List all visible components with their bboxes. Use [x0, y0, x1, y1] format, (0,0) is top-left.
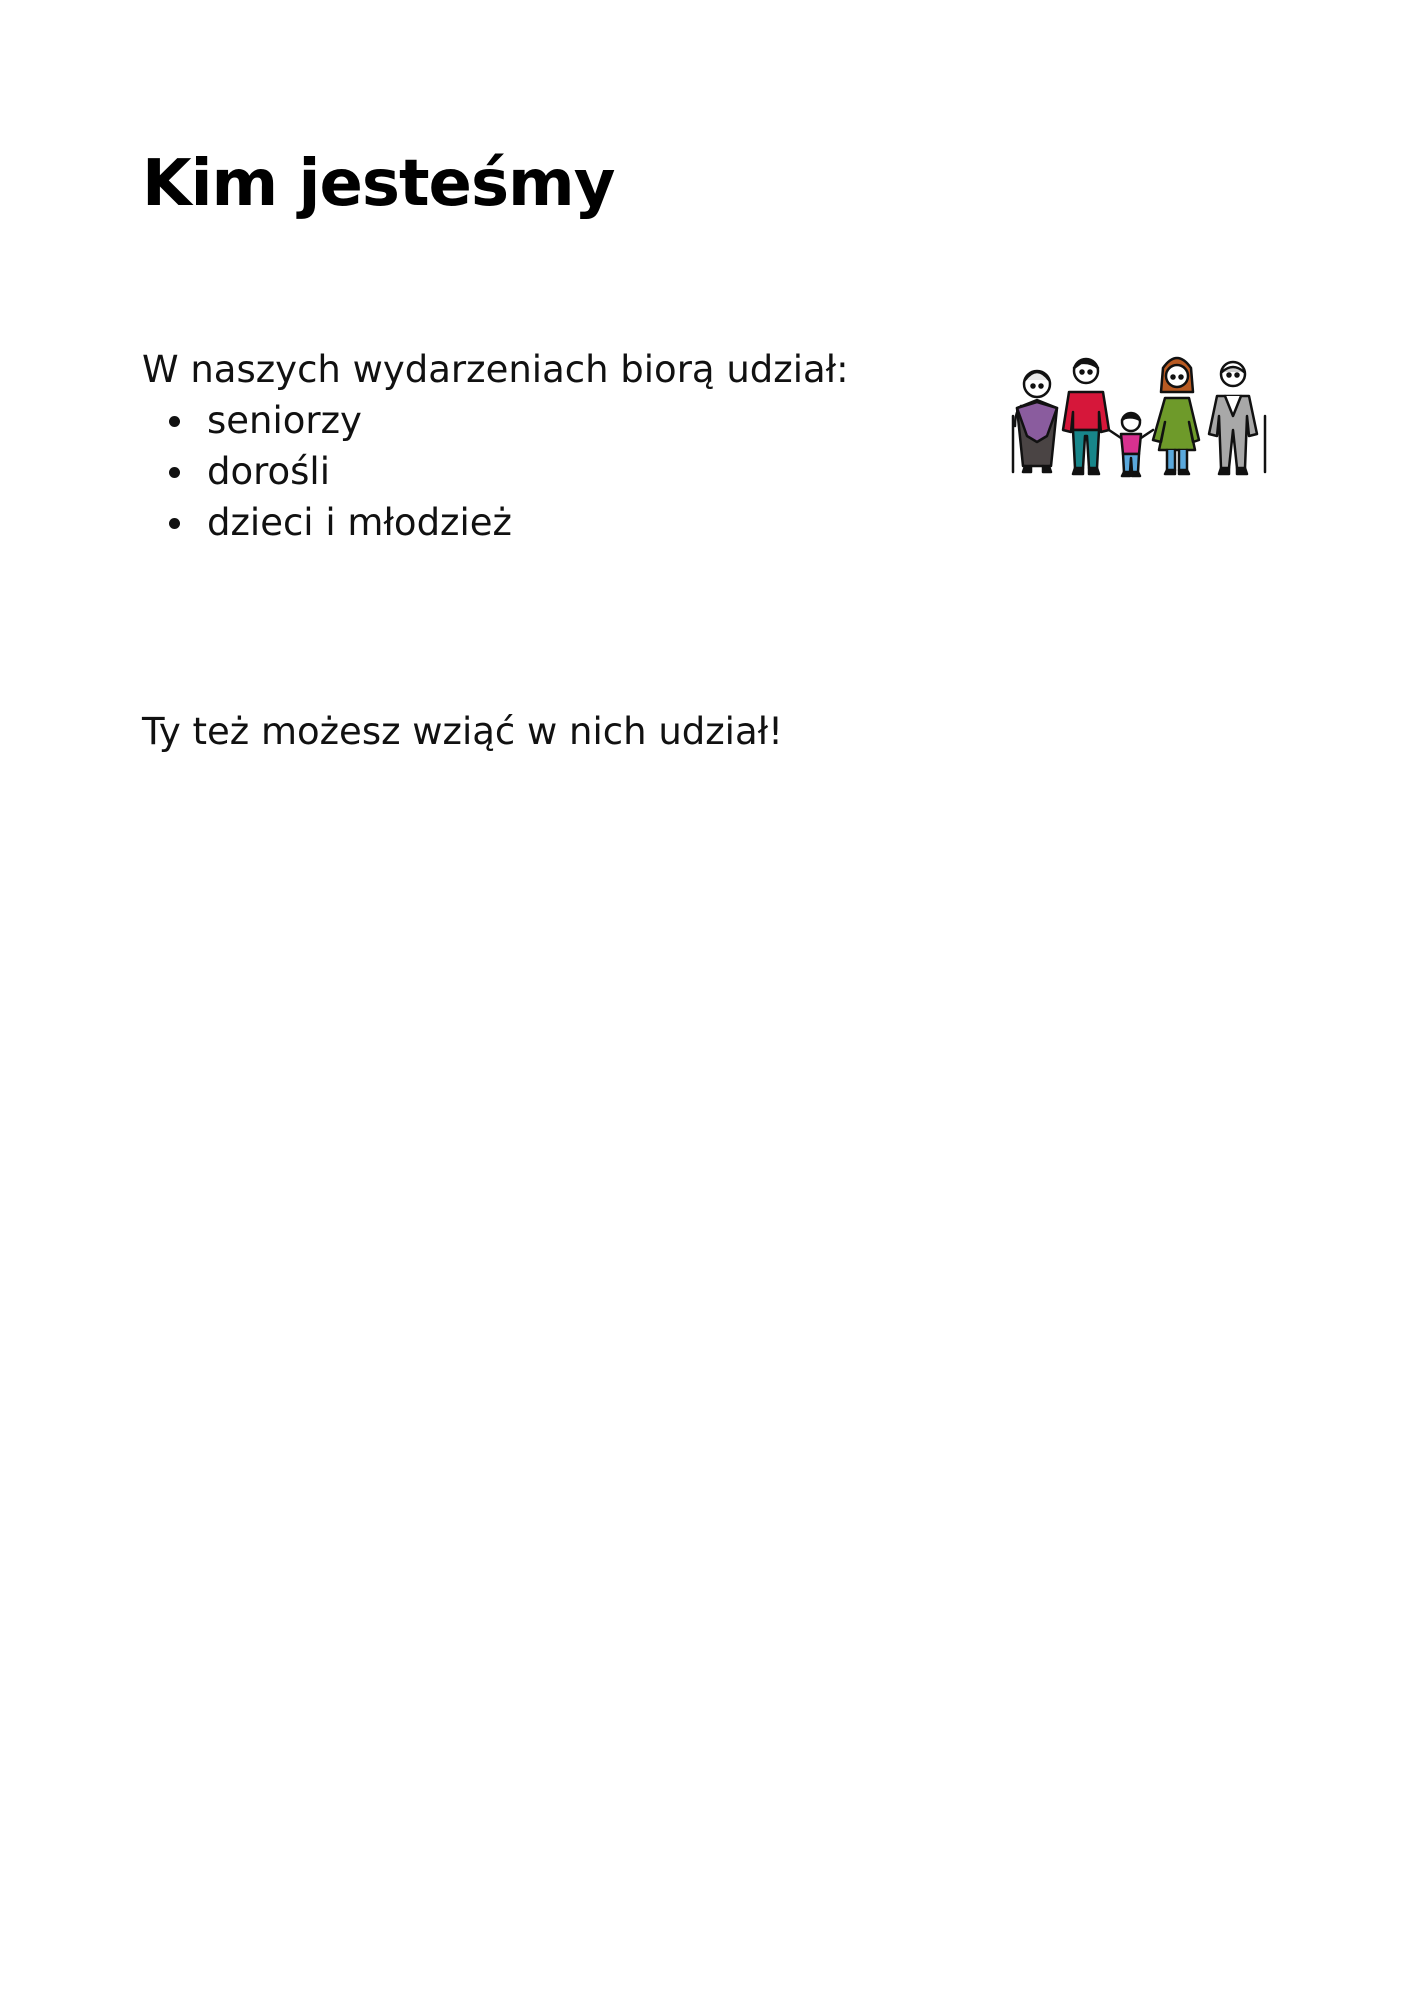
bullet-icon — [169, 467, 180, 478]
participants-section — [142, 344, 902, 548]
list-item — [142, 446, 902, 497]
bullet-icon — [169, 416, 180, 427]
bullet-icon — [169, 518, 180, 529]
family-generations-icon — [1003, 344, 1283, 480]
call-to-action: Ty też możesz wziąć w nich udział! — [142, 710, 783, 753]
participants-list — [142, 395, 902, 548]
list-item-label: seniorzy — [207, 399, 362, 442]
participants-intro: W naszych wydarzeniach biorą udział: — [142, 348, 849, 391]
list-item — [142, 395, 902, 446]
woman-figure — [1153, 358, 1199, 474]
child-figure — [1109, 413, 1153, 476]
list-item — [142, 497, 902, 548]
grandmother-figure — [1013, 371, 1057, 472]
list-item-label: dzieci i młodzież — [207, 501, 512, 544]
man-figure — [1063, 359, 1109, 474]
page-title: Kim jesteśmy — [142, 147, 615, 221]
list-item-label: dorośli — [207, 450, 330, 493]
grandfather-figure — [1209, 362, 1265, 474]
